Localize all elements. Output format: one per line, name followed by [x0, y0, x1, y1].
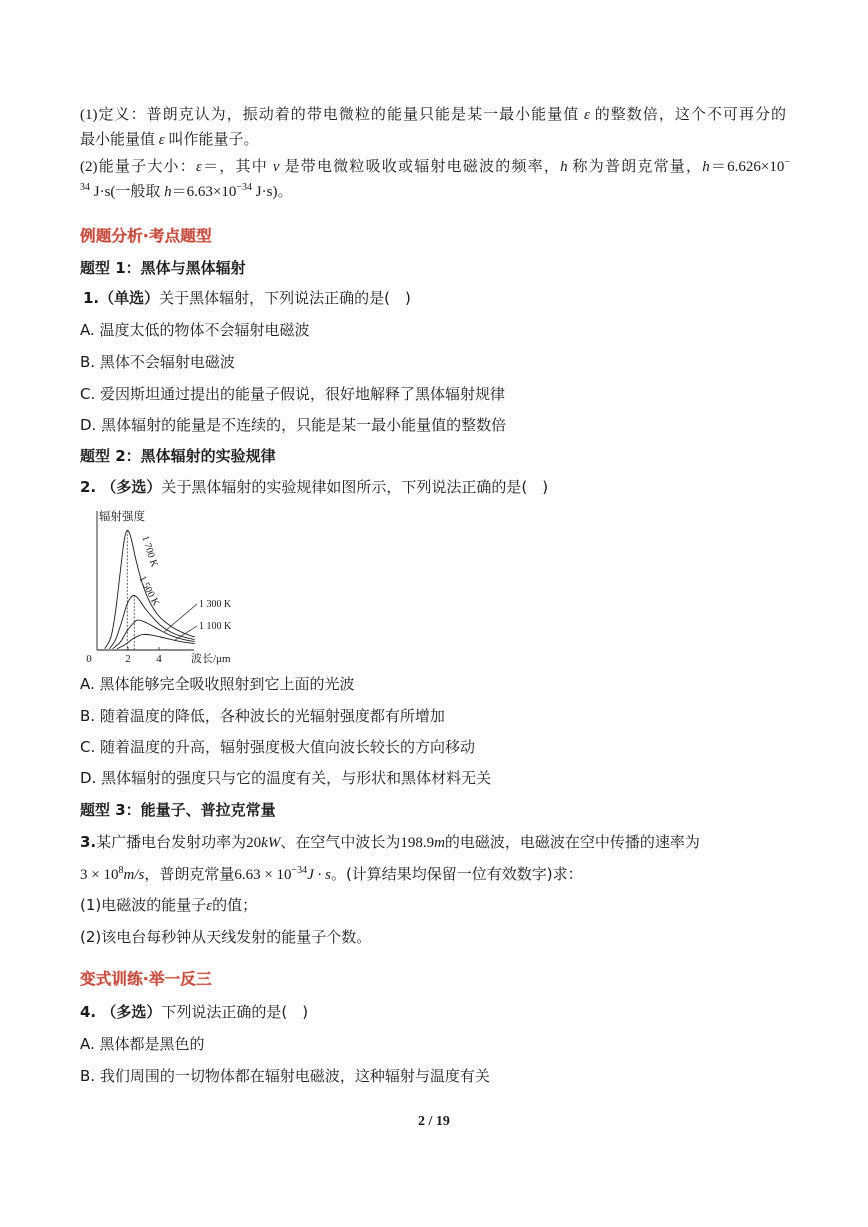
question-2-option-b: B. 随着温度的降低，各种波长的光辐射强度都有所增加 [80, 707, 445, 725]
question-1-stem [83, 288, 411, 308]
math-number: 3 × 10 [80, 867, 119, 883]
epsilon-symbol: ε [195, 159, 202, 175]
question-1-option-a: A. 温度太低的物体不会辐射电磁波 [80, 321, 310, 339]
epsilon-symbol: ε [584, 107, 590, 123]
math-unit: kW [261, 835, 281, 851]
question-number: 3. [80, 833, 97, 851]
question-text: 关于黑体辐射的实验规律如图所示，下列说法正确的是( ) [161, 478, 549, 496]
math-unit: J · s [307, 867, 331, 883]
series-label-1700k: 1 700 K [139, 534, 160, 569]
text-run: 的电磁波，电磁波在空中传播的速率为 [444, 833, 700, 851]
question-text: 关于黑体辐射，下列说法正确的是( ) [159, 289, 411, 307]
question-1-option-c: C. 爱因斯坦通过提出的能量子假说，很好地解释了黑体辐射规律 [80, 385, 506, 403]
text-run: 的整数倍，这个不可再分的 [589, 107, 786, 123]
definition-line-1 [80, 105, 786, 125]
text-run: 叫作能量子。 [164, 132, 259, 148]
h-symbol: h [702, 159, 710, 175]
question-4-option-a: A. 黑体都是黑色的 [80, 1035, 205, 1053]
question-type-2-title: 题型 2：黑体辐射的实验规律 [80, 447, 276, 465]
text-run: 某广播电台发射功率为 [96, 833, 247, 851]
math-unit: m/s [123, 867, 145, 883]
text-run: J·s(一般取 [90, 184, 165, 200]
epsilon-symbol: ε [158, 132, 165, 148]
question-1-option-d: D. 黑体辐射的能量是不连续的，只能是某一最小能量值的整数倍 [80, 416, 507, 434]
question-text: 下列说法正确的是( ) [161, 1003, 309, 1021]
section-heading-examples: 例题分析·考点题型 [80, 227, 212, 245]
text-run: ＝6.626×10 [709, 159, 785, 175]
math-number: 6.63 × 10 [234, 867, 292, 883]
text-run: ，普朗克常量 [144, 865, 235, 883]
text-run: 称为普朗克常量， [567, 159, 703, 175]
superscript: −34 [291, 865, 308, 876]
math-number: 198.9 [400, 835, 435, 851]
text-run: 的值； [212, 896, 258, 914]
question-2-option-d: D. 黑体辐射的强度只与它的温度有关，与形状和黑体材料无关 [80, 769, 492, 787]
x-tick-label: 0 [86, 653, 92, 665]
superscript: − [784, 157, 790, 168]
nu-symbol: ν [272, 159, 280, 175]
question-type-3-title: 题型 3：能量子、普拉克常量 [80, 801, 276, 819]
question-2-stem [80, 477, 548, 497]
text-run: 、在空气中波长为 [280, 833, 401, 851]
blackbody-radiation-figure [80, 505, 250, 670]
question-3-sub-2: (2)该电台每秒钟从天线发射的能量子个数。 [80, 928, 372, 946]
question-number: 2. （多选） [80, 478, 162, 496]
h-symbol: h [560, 159, 568, 175]
text-run: 。(计算结果均保留一位有效数字)求： [330, 865, 583, 883]
question-3-line-2 [80, 864, 583, 885]
x-axis-label: 波长/μm [191, 653, 231, 665]
text-run: J·s)。 [252, 184, 293, 200]
h-symbol: h [164, 184, 172, 200]
text-run: 是带电微粒吸收或辐射电磁波的频率， [279, 159, 561, 175]
question-2-option-a: A. 黑体能够完全吸收照射到它上面的光波 [80, 675, 355, 693]
text-run: (2)能量子大小： [80, 159, 196, 175]
superscript: 8 [118, 865, 124, 876]
question-type-1-title: 题型 1：黑体与黑体辐射 [80, 259, 246, 277]
question-4-option-b: B. 我们周围的一切物体都在辐射电磁波，这种辐射与温度有关 [80, 1067, 490, 1085]
text-run: (1)电磁波的能量子 [80, 896, 207, 914]
question-3-sub-1 [80, 895, 257, 916]
superscript: −34 [236, 182, 253, 193]
superscript: 34 [80, 182, 90, 193]
y-axis-label: 辐射强度 [99, 511, 145, 523]
x-tick-label: 2 [125, 653, 131, 665]
question-3-line-1 [80, 832, 700, 853]
question-2-option-c: C. 随着温度的升高，辐射强度极大值向波长较长的方向移动 [80, 738, 476, 756]
text-run: ＝6.63×10 [171, 184, 237, 200]
series-label-1100k: 1 100 K [199, 621, 232, 632]
question-4-stem [80, 1002, 308, 1022]
series-label-1500k: 1 500 K [136, 574, 162, 608]
x-tick-label: 4 [156, 653, 162, 665]
text-run: (1)定义：普朗克认为，振动着的带电微粒的能量只能是某一最小能量值 [80, 107, 585, 123]
series-label-1300k: 1 300 K [199, 599, 232, 610]
question-number: 1.（单选） [83, 289, 160, 307]
question-number: 4. （多选） [80, 1003, 162, 1021]
math-unit: m [434, 835, 445, 851]
epsilon-symbol: ε [206, 898, 213, 914]
quantum-size-line-2 [80, 182, 292, 202]
text-run: 最小能量值 [80, 132, 159, 148]
text-run: ＝，其中 [201, 159, 273, 175]
math-number: 20 [246, 835, 262, 851]
page-number: 2 / 19 [418, 1114, 450, 1129]
quantum-size-line-1 [80, 157, 790, 177]
definition-line-2 [80, 130, 258, 150]
question-1-option-b: B. 黑体不会辐射电磁波 [80, 353, 235, 371]
section-heading-practice: 变式训练·举一反三 [80, 970, 212, 988]
label-leader-line-1300k [164, 604, 197, 632]
